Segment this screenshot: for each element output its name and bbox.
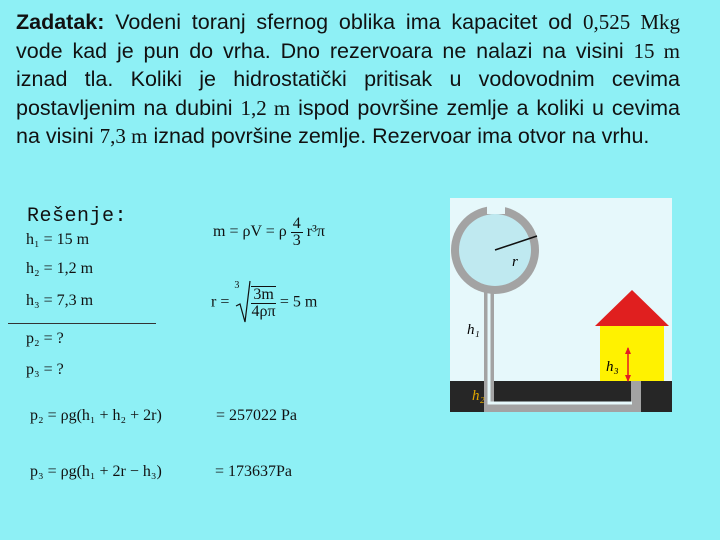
cube-root-index: 3 xyxy=(234,280,240,291)
radius-result: = 5 m xyxy=(279,293,318,311)
find-p3: p₃ = ? xyxy=(26,361,64,378)
task-text xyxy=(16,8,680,151)
p2-result: = 257022 Pa xyxy=(216,407,298,424)
h3-label: h₃ xyxy=(606,359,619,375)
mass-fraction-den: 3 xyxy=(292,232,301,249)
radius-formula xyxy=(211,280,318,320)
p2-formula: p₂ = ρg(h₁ + h₂ + 2r) xyxy=(30,407,162,424)
task-text-part-4: ispod površine zemlje a koliki u cevima na visini xyxy=(16,95,680,149)
radius-fraction xyxy=(251,286,275,320)
p3-result: = 173637Pa xyxy=(215,463,293,480)
mass-fraction-num: 4 xyxy=(292,215,301,232)
height-value: 15 m xyxy=(633,38,680,63)
radius-formula-lhs: r = xyxy=(211,293,230,311)
find-p2: p₂ = ? xyxy=(26,330,64,347)
mass-value: 0,525 Mkg xyxy=(582,10,680,34)
p3-formula: p₃ = ρg(h₁ + 2r − h₃) xyxy=(30,463,162,480)
given-divider xyxy=(8,323,156,324)
height2-value: 7,3 m xyxy=(99,124,148,149)
mass-formula xyxy=(213,216,325,249)
task-text-part-2: vode kad je pun do vrha. Dno rezervoara ne nalazi na visini xyxy=(16,38,634,63)
given-h2: h₂ = 1,2 m xyxy=(26,260,94,277)
given-h1: h₁ = 15 m xyxy=(26,231,90,248)
r-label: r xyxy=(512,254,518,270)
cube-root xyxy=(233,280,276,320)
tank-opening xyxy=(487,204,505,214)
task-label: Zadatak: xyxy=(16,10,105,34)
solution-label: Rešenje: xyxy=(27,205,128,228)
root-sign-icon xyxy=(235,280,251,324)
radius-fraction-num: 3m xyxy=(253,286,274,303)
mass-formula-rhs: r³π xyxy=(306,223,325,241)
depth-value: 1,2 m xyxy=(240,95,291,120)
task-text-part-1: Vodeni toranj sfernog oblika ima kapacitet od xyxy=(104,10,583,34)
tower-diagram xyxy=(450,198,672,412)
mass-fraction xyxy=(291,216,303,249)
h1-label: h₁ xyxy=(467,322,480,338)
task-text-part-5: iznad površine zemlje. Rezervoar ima otvor na vrhu. xyxy=(147,124,650,149)
given-h3: h₃ = 7,3 m xyxy=(26,292,94,309)
mass-formula-lhs: m = ρV = ρ xyxy=(213,223,287,241)
radius-fraction-den: 4ρπ xyxy=(251,303,276,320)
task-text-part-3: iznad tla. Koliki je hidrostatički pritisak u vodovodnim cevima postavljenim na dubini xyxy=(16,67,680,120)
h2-label: h₂ xyxy=(472,388,485,404)
